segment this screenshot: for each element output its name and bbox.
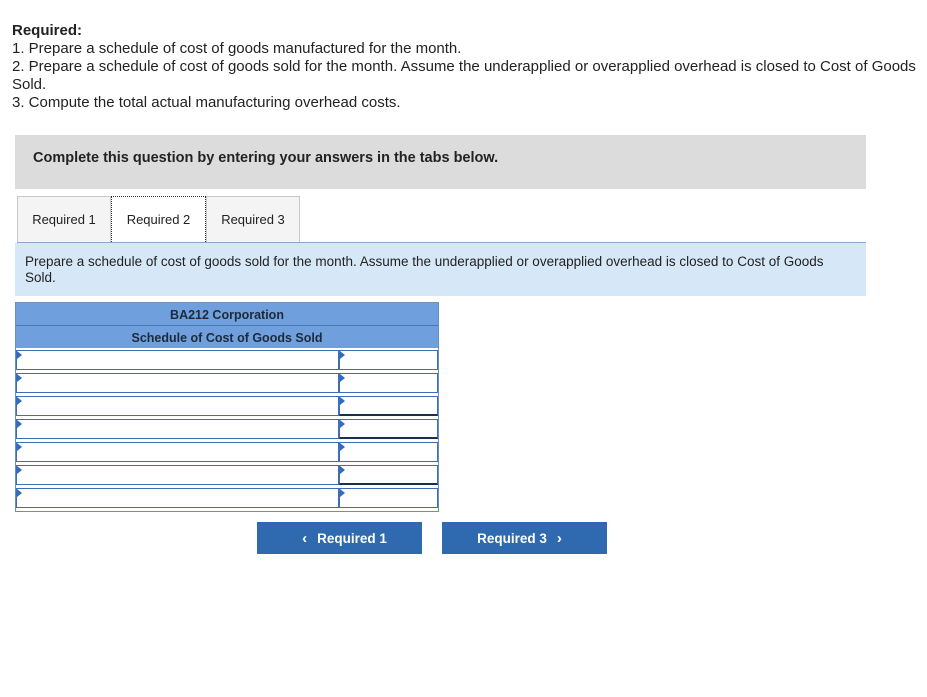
table-row [16, 372, 438, 395]
prev-button-label: Required 1 [317, 530, 387, 546]
amount-input[interactable] [339, 442, 438, 462]
chevron-left-icon: ‹ [302, 529, 308, 547]
tab-bar [17, 196, 300, 243]
dropdown-arrow-icon [17, 351, 22, 359]
prev-required-1-button[interactable] [257, 522, 422, 554]
tab-required-2[interactable]: Required 2 [111, 196, 206, 242]
table-row [16, 441, 438, 464]
dropdown-arrow-icon [17, 489, 22, 497]
schedule-title: Schedule of Cost of Goods Sold [131, 331, 323, 345]
next-required-3-button[interactable] [442, 522, 607, 554]
instruction-text: Complete this question by entering your answers in the tabs below. [33, 150, 499, 166]
required-item-3: 3. Compute the total actual manufacturing overhead costs. [12, 94, 401, 111]
dropdown-arrow-icon [340, 489, 345, 497]
dropdown-arrow-icon [340, 466, 345, 474]
dropdown-arrow-icon [340, 397, 345, 405]
question-prompt [15, 243, 866, 296]
amount-input[interactable] [339, 488, 438, 508]
amount-input[interactable] [339, 419, 438, 439]
amount-input[interactable] [339, 350, 438, 370]
table-row [16, 464, 438, 487]
instruction-banner [15, 135, 866, 189]
label-dropdown[interactable] [16, 396, 339, 416]
required-heading: Required: [12, 22, 83, 39]
required-section [12, 22, 922, 112]
amount-input[interactable] [339, 396, 438, 416]
dropdown-arrow-icon [340, 420, 345, 428]
dropdown-arrow-icon [340, 374, 345, 382]
required-item-1: 1. Prepare a schedule of cost of goods manufactured for the month. [12, 40, 462, 57]
prompt-text: Prepare a schedule of cost of goods sold for the month. Assume the underapplied or overapplied overhead is closed to Cost of Goods Sold. [25, 254, 824, 285]
tab-required-3[interactable]: Required 3 [206, 196, 300, 242]
amount-input[interactable] [339, 465, 438, 485]
dropdown-arrow-icon [340, 443, 345, 451]
table-row [16, 349, 438, 372]
dropdown-arrow-icon [17, 420, 22, 428]
company-name: BA212 Corporation [170, 308, 284, 322]
dropdown-arrow-icon [340, 351, 345, 359]
chevron-right-icon: › [556, 529, 562, 547]
label-dropdown[interactable] [16, 373, 339, 393]
label-dropdown[interactable] [16, 488, 339, 508]
label-dropdown[interactable] [16, 465, 339, 485]
cogs-schedule-table [15, 302, 439, 512]
schedule-header [16, 303, 438, 348]
label-dropdown[interactable] [16, 350, 339, 370]
dropdown-arrow-icon [17, 443, 22, 451]
label-dropdown[interactable] [16, 419, 339, 439]
dropdown-arrow-icon [17, 374, 22, 382]
required-item-2: 2. Prepare a schedule of cost of goods sold for the month. Assume the underapplied or overapplied overhead is closed to Cost of Goods Sold. [12, 58, 916, 93]
tab-required-1[interactable]: Required 1 [17, 196, 111, 242]
table-row [16, 418, 438, 441]
label-dropdown[interactable] [16, 442, 339, 462]
header-divider [16, 325, 438, 326]
table-row [16, 487, 438, 510]
table-row [16, 395, 438, 418]
dropdown-arrow-icon [17, 397, 22, 405]
amount-input[interactable] [339, 373, 438, 393]
next-button-label: Required 3 [477, 530, 547, 546]
dropdown-arrow-icon [17, 466, 22, 474]
